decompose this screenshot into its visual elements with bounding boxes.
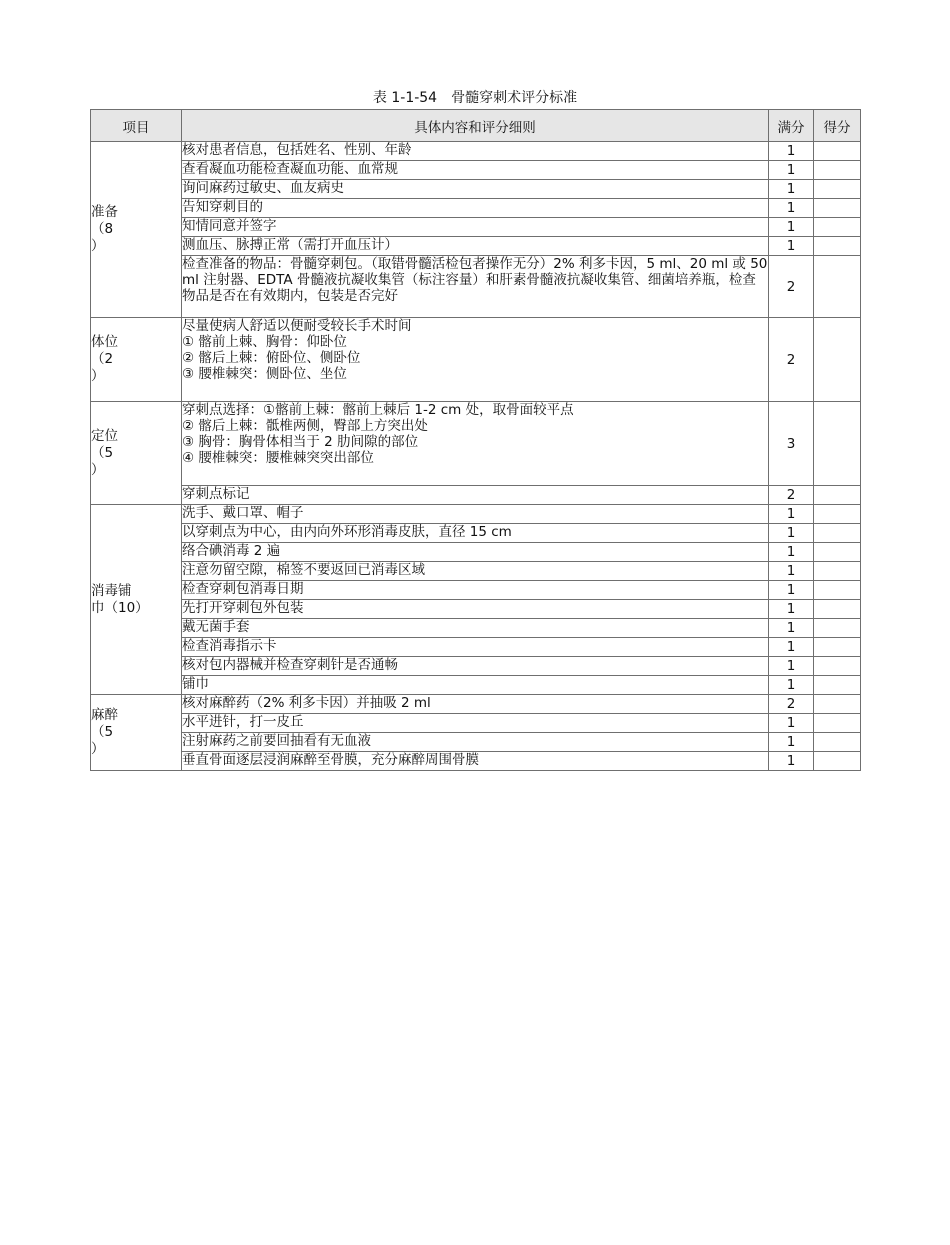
full-score-cell: 1 [769,714,814,733]
score-cell[interactable] [814,543,861,562]
item-text: 铺巾 [182,676,769,695]
item-text: 尽量使病人舒适以便耐受较长手术时间 ① 髂前上棘、胸骨：仰卧位 ② 髂后上棘：俯卧位、侧卧位 ③ 腰椎棘突：侧卧位、坐位 [182,318,769,402]
table-row [91,676,861,695]
table-row [91,600,861,619]
score-cell[interactable] [814,733,861,752]
score-cell[interactable] [814,505,861,524]
full-score-cell: 1 [769,524,814,543]
score-cell[interactable] [814,237,861,256]
score-cell[interactable] [814,619,861,638]
table-row [91,638,861,657]
item-text: 络合碘消毒 2 遍 [182,543,769,562]
item-text: 测血压、脉搏正常（需打开血压计） [182,237,769,256]
header-content: 具体内容和评分细则 [182,110,769,142]
full-score-cell: 2 [769,318,814,402]
category-cell: 体位 （2 ） [91,318,182,402]
header-row [91,110,861,142]
table-row [91,543,861,562]
score-cell[interactable] [814,486,861,505]
full-score-cell: 1 [769,619,814,638]
score-cell[interactable] [814,600,861,619]
table-row [91,619,861,638]
full-score-cell: 2 [769,486,814,505]
item-text: 穿刺点标记 [182,486,769,505]
item-text: 知情同意并签字 [182,218,769,237]
score-cell[interactable] [814,402,861,486]
item-text: 以穿刺点为中心，由内向外环形消毒皮肤，直径 15 cm [182,524,769,543]
score-cell[interactable] [814,161,861,180]
table-row [91,733,861,752]
score-cell[interactable] [814,318,861,402]
full-score-cell: 1 [769,218,814,237]
table-row [91,581,861,600]
table-row [91,402,861,486]
full-score-cell: 2 [769,695,814,714]
full-score-cell: 1 [769,638,814,657]
full-score-cell: 1 [769,237,814,256]
score-cell[interactable] [814,142,861,161]
table-row [91,161,861,180]
table-row [91,486,861,505]
item-text: 检查穿刺包消毒日期 [182,581,769,600]
table-row [91,657,861,676]
score-cell[interactable] [814,562,861,581]
item-text: 先打开穿刺包外包装 [182,600,769,619]
full-score-cell: 1 [769,657,814,676]
item-text: 检查准备的物品：骨髓穿刺包。（取错骨髓活检包者操作无分）2% 利多卡因，5 ml、20 ml 或 50 ml 注射器、EDTA 骨髓液抗凝收集管（标注容量）和肝素骨髓液抗凝收集管、细菌培养瓶，检查物品是否在有效期内，包装是否完好 [182,256,769,318]
item-text: 核对包内器械并检查穿刺针是否通畅 [182,657,769,676]
table-row [91,752,861,771]
item-text: 水平进针，打一皮丘 [182,714,769,733]
header-full-score: 满分 [769,110,814,142]
table-row [91,199,861,218]
full-score-cell: 1 [769,505,814,524]
item-text: 告知穿刺目的 [182,199,769,218]
full-score-cell: 3 [769,402,814,486]
full-score-cell: 1 [769,600,814,619]
score-cell[interactable] [814,676,861,695]
score-cell[interactable] [814,581,861,600]
score-cell[interactable] [814,256,861,318]
header-score: 得分 [814,110,861,142]
full-score-cell: 1 [769,543,814,562]
item-text: 注意勿留空隙，棉签不要返回已消毒区域 [182,562,769,581]
item-text: 戴无菌手套 [182,619,769,638]
item-text: 检查消毒指示卡 [182,638,769,657]
score-cell[interactable] [814,524,861,543]
item-text: 穿刺点选择：①髂前上棘：髂前上棘后 1-2 cm 处，取骨面较平点 ② 髂后上棘：骶椎两侧，臀部上方突出处 ③ 胸骨：胸骨体相当于 2 肋间隙的部位 ④ 腰椎棘突：腰椎棘突突出部位 [182,402,769,486]
category-cell: 准备 （8 ） [91,142,182,318]
full-score-cell: 1 [769,752,814,771]
score-cell[interactable] [814,752,861,771]
table-row [91,318,861,402]
item-text: 洗手、戴口罩、帽子 [182,505,769,524]
score-cell[interactable] [814,638,861,657]
full-score-cell: 1 [769,199,814,218]
table-row [91,142,861,161]
table-row [91,562,861,581]
score-cell[interactable] [814,657,861,676]
full-score-cell: 1 [769,142,814,161]
item-text: 垂直骨面逐层浸润麻醉至骨膜，充分麻醉周围骨膜 [182,752,769,771]
full-score-cell: 2 [769,256,814,318]
full-score-cell: 1 [769,562,814,581]
item-text: 询问麻药过敏史、血友病史 [182,180,769,199]
full-score-cell: 1 [769,180,814,199]
full-score-cell: 1 [769,733,814,752]
table-row [91,218,861,237]
table-caption: 表 1-1-54 骨髓穿刺术评分标准 [372,90,578,106]
category-cell: 消毒铺 巾（10） [91,505,182,695]
category-cell: 麻醉 （5 ） [91,695,182,771]
table-row [91,256,861,318]
header-category: 项目 [91,110,182,142]
table-row [91,180,861,199]
full-score-cell: 1 [769,161,814,180]
item-text: 注射麻药之前要回抽看有无血液 [182,733,769,752]
score-cell[interactable] [814,199,861,218]
score-cell[interactable] [814,714,861,733]
table-row [91,505,861,524]
score-cell[interactable] [814,218,861,237]
score-cell[interactable] [814,695,861,714]
full-score-cell: 1 [769,581,814,600]
full-score-cell: 1 [769,676,814,695]
scoring-table [90,109,861,771]
table-row [91,695,861,714]
table-row [91,237,861,256]
item-text: 核对麻醉药（2% 利多卡因）并抽吸 2 ml [182,695,769,714]
item-text: 核对患者信息，包括姓名、性别、年龄 [182,142,769,161]
item-text: 查看凝血功能检查凝血功能、血常规 [182,161,769,180]
table-row [91,524,861,543]
category-cell: 定位 （5 ） [91,402,182,505]
table-row [91,714,861,733]
score-cell[interactable] [814,180,861,199]
